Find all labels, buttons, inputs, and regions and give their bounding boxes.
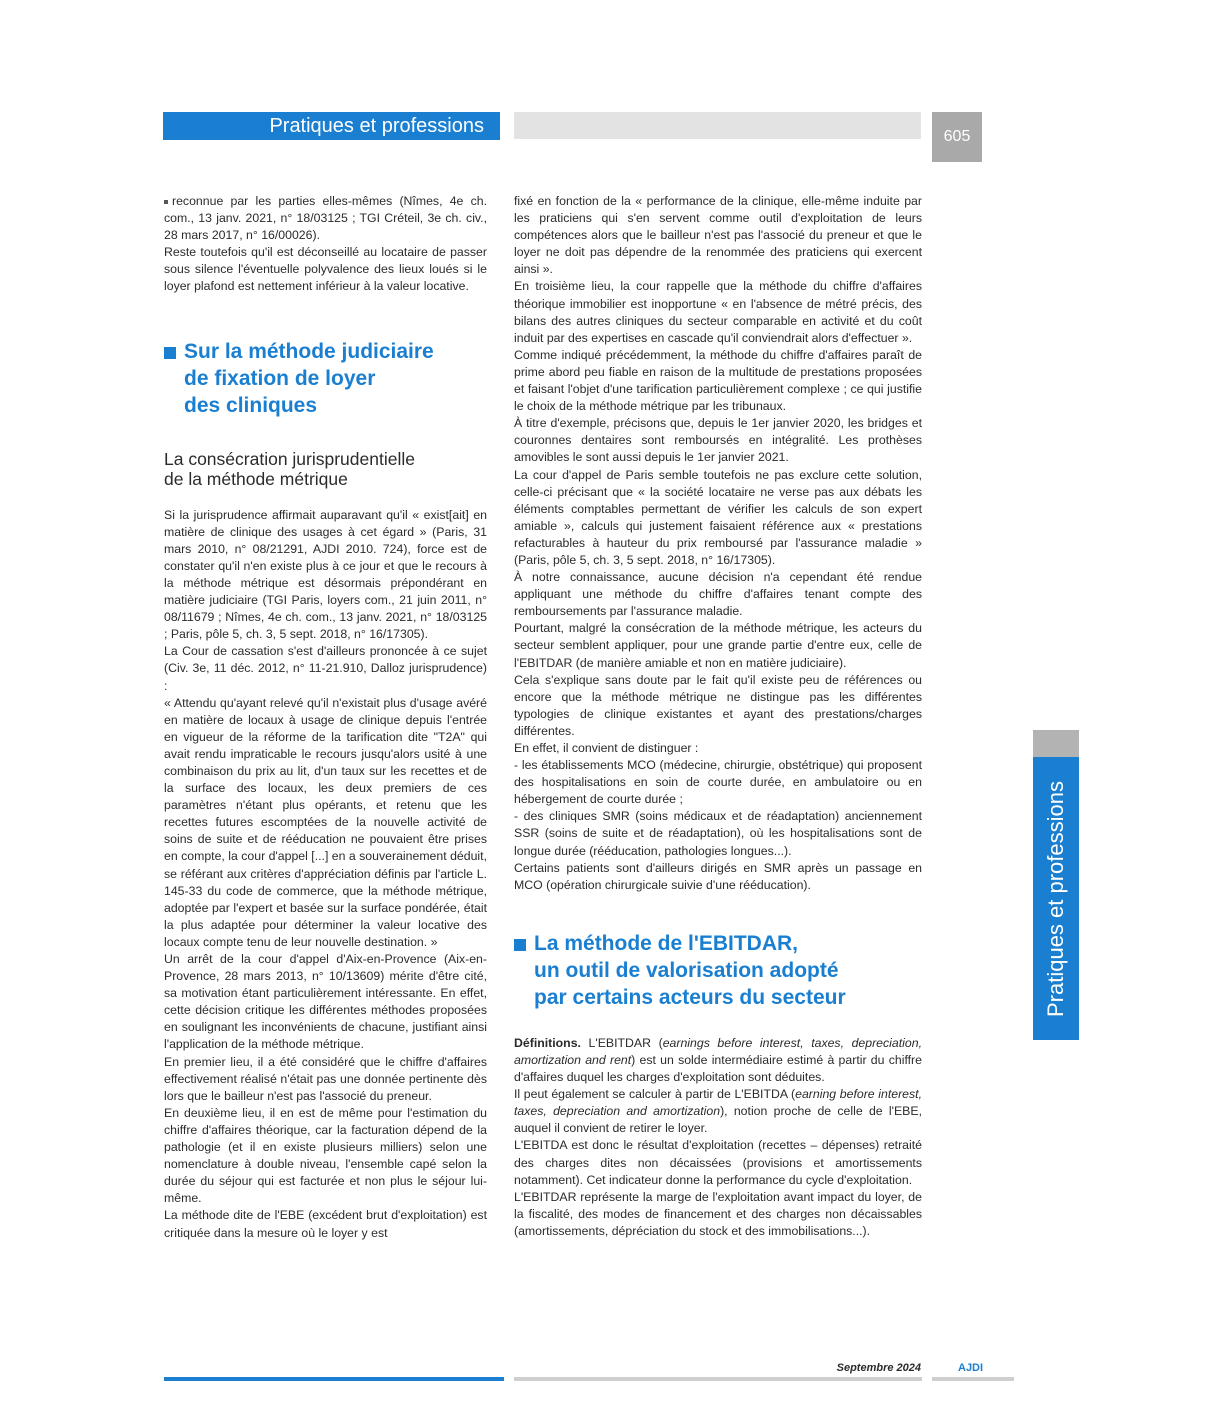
heading-square-icon (164, 347, 176, 359)
section-heading: La méthode de l'EBITDAR, un outil de valorisation adopté par certains acteurs du secteur (514, 930, 922, 1011)
section-heading: Sur la méthode judiciaire de fixation de loyer des cliniques (164, 338, 487, 419)
footer-rule-grey (514, 1377, 922, 1381)
paragraph: En troisième lieu, la cour rappelle que la méthode du chiffre d'affaires théorique immobilier est inopportune « en l'absence de métré précis, des bilans des autres cliniques du secteur comparable en activité et du coût induit par des expertises en cascade qu'il conviendrait alors d'effectuer ». (514, 279, 922, 345)
paragraph: Si la jurisprudence affirmait auparavant qu'il « exist[ait] en matière de clinique des usages à cet égard » (Paris, 31 mars 2010, n° 08/21291, AJDI 2010. 724), force est de constater qu'il n'en existe plus à ce jour et que le recours à la méthode métrique est désormais prépondérant en matière judiciaire (TGI Paris, loyers com., 21 juin 2011, n° 08/11679 ; Nîmes, 4e ch. com., 13 janv. 2021, n° 18/03125 ; Paris, pôle 5, ch. 3, 5 sept. 2018, n° 16/17305). (164, 507, 487, 642)
paragraph: Comme indiqué précédemment, la méthode du chiffre d'affaires paraît de prime abord peu fiable en raison de la multitude de prestations proposées et faisant l'objet d'une tarification particulièrement complexe ; ce qui justifie le choix de la méthode métrique par les tribunaux. (514, 347, 922, 414)
paragraph: Pourtant, malgré la consécration de la méthode métrique, les acteurs du secteur semblent appliquer, pour une grande partie d'entre eux, celle de l'EBITDAR (de manière amiable et non en matière judiciaire). (514, 621, 922, 670)
paragraph: En effet, il convient de distinguer : (514, 741, 699, 755)
subsection-heading: La consécration jurisprudentielle de la méthode métrique (164, 448, 415, 489)
header-rule (514, 112, 921, 139)
section-title: Pratiques et professions (269, 115, 484, 137)
paragraph: Cela s'explique sans doute par le fait qu'il existe peu de références ou encore que la méthode métrique ne distingue pas les différentes typologies de clinique existantes et ayant des prestations/charges différentes. (514, 672, 922, 738)
paragraph: La Cour de cassation s'est d'ailleurs prononcée à ce sujet (Civ. 3e, 11 déc. 2012, n° 11-21.910, Dalloz jurisprudence) : (164, 644, 487, 693)
footer-rule-grey (932, 1377, 1014, 1381)
side-tab-label: Pratiques et professions (1043, 780, 1068, 1017)
list-item: - des cliniques SMR (soins médicaux et de réadaptation) anciennement SSR (soins de suite et de réadaptation), où les hospitalisations sont de longue durée (rééducation, pathologies longues...). (514, 809, 922, 858)
column-left (164, 193, 487, 1242)
footer-journal: AJDI (958, 1362, 984, 1374)
definitions-label: Définitions. (514, 1035, 581, 1050)
paragraph: La méthode dite de l'EBE (excédent brut d'exploitation) est critiquée dans la mesure où le loyer y est (164, 1208, 487, 1240)
heading-square-icon (514, 939, 526, 951)
paragraph: Un arrêt de la cour d'appel d'Aix-en-Provence (Aix-en-Provence, 28 mars 2013, n° 10/13609) mérite d'être cité, sa motivation étant particulièrement intéressante. En effet, cette décision critique les différentes méthodes proposées en soulignant les inconvénients de chacune, justifiant ainsi l'application de la méthode métrique. (164, 952, 487, 1052)
column-right (514, 193, 922, 1240)
paragraph: Il peut également se calculer à partir de L'EBITDA (earning before interest, taxes, depreciation and amortization), notion proche de celle de l'EBE, auquel il convient de retirer le loyer. (514, 1087, 923, 1136)
footer-rule-blue (164, 1377, 504, 1381)
paragraph: Certains patients sont d'ailleurs dirigés en SMR après un passage en MCO (opération chirurgicale suivie d'une rééducation). (514, 860, 922, 892)
paragraph: Définitions. L'EBITDAR (earnings before interest, taxes, depreciation, amortization and rent) est un solde intermédiaire estimé à partir du chiffre d'affaires duquel les charges d'exploitation sont déduites. (514, 1035, 922, 1085)
paragraph: reconnue par les parties elles-mêmes (Nîmes, 4e ch. com., 13 janv. 2021, n° 18/03125 ; TGI Créteil, 3e ch. civ., 28 mars 2017, n° 16/00026). (164, 194, 487, 243)
paragraph: L'EBITDAR représente la marge de l'exploitation avant impact du loyer, de la fiscalité, des modes de financement et des charges non décaissables (amortissements, dépréciation du stock et des immobilisations...). (514, 1189, 922, 1238)
paragraph: En premier lieu, il a été considéré que le chiffre d'affaires effectivement réalisé n'était pas une donnée pertinente dès lors que le bailleur n'est pas l'associé du preneur. (164, 1054, 487, 1103)
paragraph: À notre connaissance, aucune décision n'a cependant été rendue appliquant une méthode du chiffre d'affaires tenant compte des remboursements par l'assurance maladie. (514, 570, 922, 619)
list-item: - les établissements MCO (médecine, chirurgie, obstétrique) qui proposent des hospitalisations en soin de courte durée, en ambulatoire ou en hébergement de courte durée ; (514, 758, 922, 807)
paragraph: L'EBITDA est donc le résultat d'exploitation (recettes – dépenses) retraité des charges dites non décaissées (provisions et amortissements notamment). Cet indicateur donne la performance du cycle d'exploitation. (514, 1138, 922, 1187)
footer-date: Septembre 2024 (836, 1362, 921, 1374)
square-bullet-icon (164, 200, 168, 204)
paragraph: À titre d'exemple, précisons que, depuis le 1er janvier 2020, les bridges et couronnes dentaires sont remboursés en intégralité. Les prothèses amovibles le sont aussi depuis le 1er janvier 2021. (514, 416, 922, 465)
side-tab (1033, 757, 1079, 1040)
side-tab-cap (1033, 730, 1079, 757)
paragraph: Reste toutefois qu'il est déconseillé au locataire de passer sous silence l'éventuelle polyvalence des lieux loués si le loyer plafond est nettement inférieur à la valeur locative. (164, 245, 487, 294)
page-number: 605 (932, 112, 982, 162)
paragraph: fixé en fonction de la « performance de la clinique, elle-même induite par les praticiens qui s'en servent comme outil d'exploitation de leurs compétences alors que le bailleur n'est pas l'associé du preneur et que le loyer ne doit pas dépendre de la renommée des praticiens qui exercent ainsi ». (514, 194, 922, 277)
paragraph: La cour d'appel de Paris semble toutefois ne pas exclure cette solution, celle-ci précisant que « la société locataire ne verse pas aux débats les éléments comptables permettant de vérifier les calculs de son expert amiable », calculs qui justement faisaient référence aux « prestations refacturables à hauteur du prix remboursé par l'assurance maladie » (Paris, pôle 5, ch. 3, 5 sept. 2018, n° 16/17305). (514, 467, 922, 567)
paragraph: En deuxième lieu, il en est de même pour l'estimation du chiffre d'affaires théorique, car la facturation dépend de la pathologie (et il en existe plusieurs milliers) selon une nomenclature à double niveau, l'ensemble capé selon la durée du séjour qui est facturée et non plus le séjour lui-même. (164, 1105, 487, 1206)
section-header (163, 112, 500, 140)
quote-paragraph: « Attendu qu'ayant relevé qu'il n'existait plus d'usage avéré en matière de locaux à usage de clinique depuis l'entrée en vigueur de la réforme de la tarification dite "T2A" qui avait rendu impraticable le recours jusqu'alors usité à une combinaison du prix au lit, d'un taux sur les recettes et de la surface des locaux, les deux premiers de ces paramètres n'étant plus opérants, et retenu que les recettes futures escomptées de la nouvelle activité de soins de suite et de rééducation ne pouvaient être prises en compte, la cour d'appel [...] en a souverainement déduit, se référant aux critères d'appréciation définis par l'article L. 145-33 du code de commerce, que la méthode métrique, adoptée par l'expert et basée sur la surface pondérée, était la plus adaptée pour déterminer la valeur locative des locaux compte tenu de leur nouvelle destination. » (164, 695, 487, 949)
